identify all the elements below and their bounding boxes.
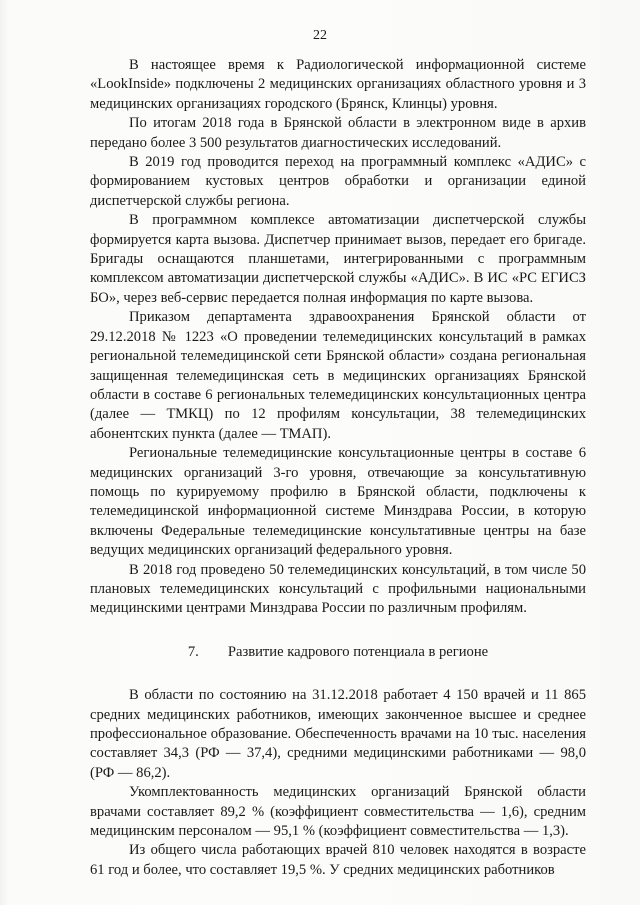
- paragraph-regional-centers: Региональные телемедицинские консультационные центры в составе 6 медицинских организаций 3-го уровня, отвечающие за консультативную помощь по курируемому профилю в Брянской области, подключены к телемедицинской информационной системе Минздрава России, в которую включены Федеральные телемедицинские консультативные центры на базе ведущих медицинских организаций федерального уровня.: [90, 445, 586, 559]
- page-number: 22: [313, 28, 327, 43]
- paragraph-lookinside: В настоящее время к Радиологической информационной системе «LookInside» подключены 2 медицинских организациях областного уровня и 3 медицинских организациях городского (Брянск, Клинцы) уровня.: [90, 57, 586, 112]
- document-body: [90, 56, 586, 880]
- paragraph-archive-results: По итогам 2018 года в Брянской области в электронном виде в архив передано более 3 500 результатов диагностических исследований.: [90, 115, 586, 151]
- paragraph-adis-transition: В 2019 год проводится переход на программный комплекс «АДИС» с формированием кустовых центров обработки и организации единой диспетчерской службы региона.: [90, 154, 586, 209]
- paragraph-age-structure: Из общего числа работающих врачей 810 человек находятся в возрасте 61 год и более, что составляет 19,5 %. У средних медицинских работников: [90, 842, 586, 878]
- paragraph-staff-numbers: В области по состоянию на 31.12.2018 работает 4 150 врачей и 11 865 средних медицинских работников, имеющих законченное высшее и среднее профессиональное образование. Обеспеченность врачами на 10 тыс. населения составляет 34,3 (РФ — 37,4), средними медицинскими работниками — 98,0 (РФ — 86,2).: [90, 687, 586, 781]
- paragraph-dispatch-automation: В программном комплексе автоматизации диспетчерской службы формируется карта вызова. Диспетчер принимает вызов, передает его бригаде. Бригады оснащаются планшетами, интегрированными с программным комплексом автоматизации диспетчерской службы «АДИС». В ИС «РС ЕГИСЗ БО», через веб-сервис передается полная информация по карте вызова.: [90, 212, 586, 306]
- section-number: 7.: [187, 643, 199, 660]
- paragraph-staffing-level: Укомплектованность медицинских организаций Брянской области врачами составляет 89,2 % (коэффициент совместительства — 1,6), средним медицинским персоналом — 95,1 % (коэффициент совместительства — 1,3).: [90, 784, 586, 840]
- section-heading: [90, 643, 586, 662]
- paragraph-consultations-2018: В 2018 год проведено 50 телемедицинских консультаций, в том числе 50 плановых телемедицинских консультаций с профильными национальными медицинскими центрами Минздрава России по различным профилям.: [90, 561, 586, 617]
- section-title: Развитие кадрового потенциала в регионе: [227, 643, 489, 660]
- paragraph-telemedicine-order: Приказом департамента здравоохранения Брянской области от 29.12.2018 № 1223 «О проведении телемедицинских консультаций в рамках региональной телемедицинской сети Брянской области» создана региональная защищенная телемедицинская сеть в медицинских организациях Брянской области в составе 6 региональных телемедицинских консультационных центра (далее — ТМКЦ) по 12 профилям консультации, 38 телемедицинских абонентских пункта (далее — ТМАП).: [90, 309, 586, 442]
